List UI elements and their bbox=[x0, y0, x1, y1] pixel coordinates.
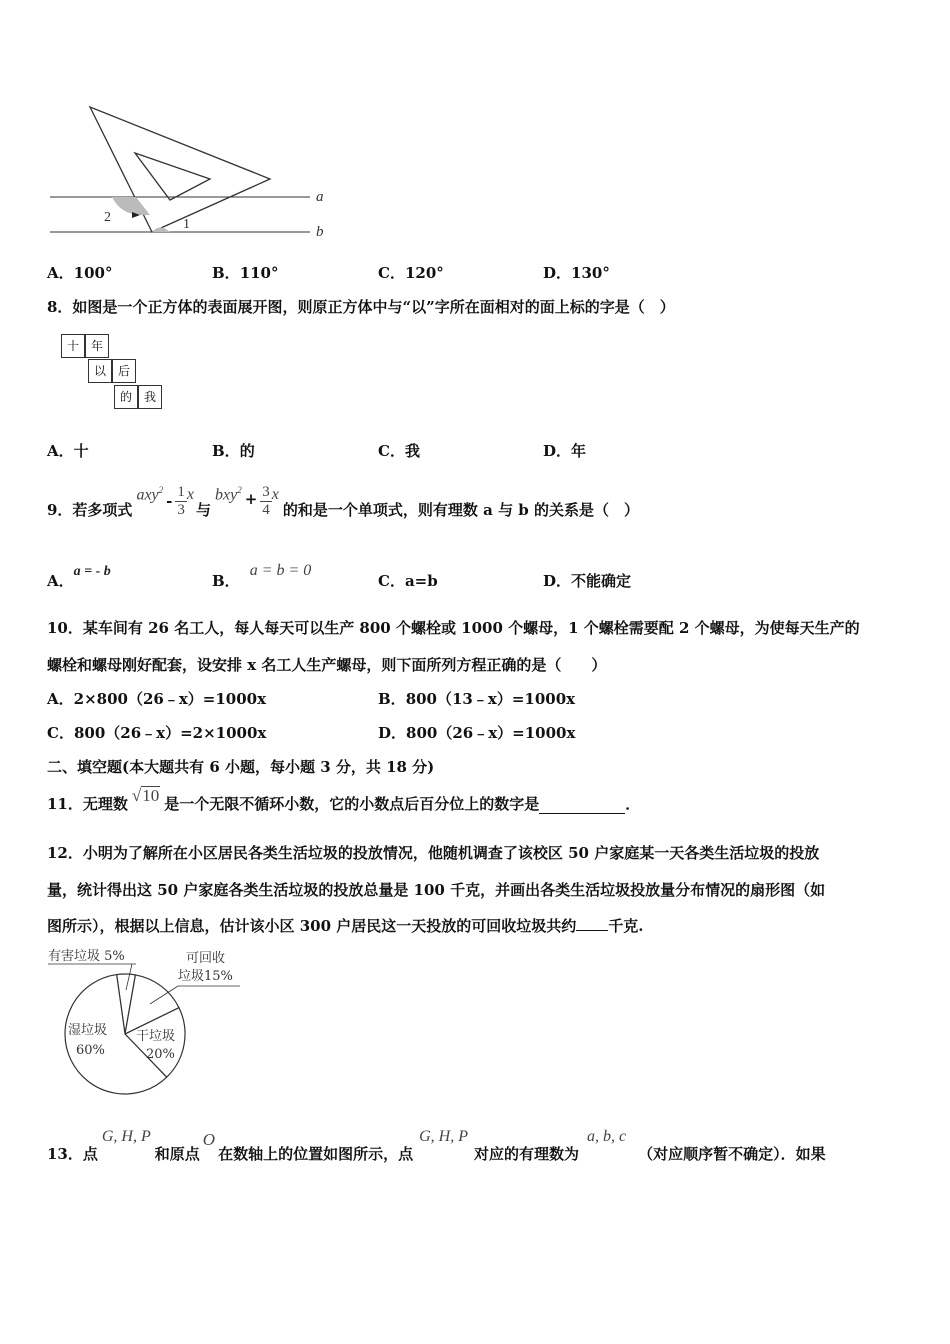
angle-1-mark bbox=[152, 228, 170, 233]
q8-option-c bbox=[378, 440, 420, 461]
option-letter: A． bbox=[47, 264, 74, 282]
triangle-outer bbox=[90, 107, 270, 232]
q9-option-a bbox=[47, 562, 111, 590]
q13-vars: a, b, c bbox=[586, 1128, 627, 1145]
option-text: 2×800（26﹣x）=1000x bbox=[73, 690, 267, 708]
frac1-num: 1 bbox=[177, 483, 185, 500]
pie-label-wet-name: 湿垃圾 bbox=[68, 1023, 108, 1038]
q9-option-b bbox=[212, 562, 312, 590]
q11-prefix: 11．无理数 bbox=[47, 795, 128, 813]
pie-label-hazard: 有害垃圾 5% bbox=[48, 949, 125, 964]
poly2-exp: 2 bbox=[237, 485, 242, 496]
net-cell-3: 以 bbox=[88, 359, 112, 383]
option-text: a=b bbox=[404, 572, 438, 590]
option-letter: A． bbox=[47, 572, 74, 590]
option-text: 110° bbox=[239, 264, 279, 282]
option-text: 年 bbox=[571, 442, 587, 460]
option-text: 100° bbox=[73, 264, 113, 282]
q7-option-b bbox=[212, 262, 279, 283]
net-cell-6: 我 bbox=[138, 385, 162, 409]
pie-label-recycle-name: 可回收 bbox=[186, 951, 226, 966]
poly1-minus: - bbox=[166, 492, 173, 510]
option-letter: C． bbox=[378, 264, 405, 282]
q13-mid2: 在数轴上的位置如图所示，点 bbox=[218, 1145, 414, 1163]
q12-line-3b: 千克. bbox=[608, 917, 644, 935]
q13-mid1: 和原点 bbox=[154, 1145, 200, 1163]
option-text: 130° bbox=[571, 264, 610, 282]
var-x-2: x bbox=[271, 486, 279, 503]
option-text: 800（13﹣x）=1000x bbox=[405, 690, 576, 708]
q10-option-d bbox=[378, 722, 575, 743]
triangle-inner bbox=[135, 153, 210, 200]
frac-2 bbox=[260, 484, 272, 519]
pie-label-wet-value: 60% bbox=[76, 1043, 105, 1058]
label-2: 2 bbox=[104, 210, 111, 225]
sqrt-sign: √ bbox=[131, 786, 142, 805]
var-x-1: x bbox=[186, 486, 194, 503]
q13-suffix: （对应顺序暂不确定）．如果 bbox=[638, 1145, 826, 1163]
option-letter: B． bbox=[378, 690, 406, 708]
pie-label-dry-value: 20% bbox=[146, 1047, 175, 1062]
label-a: a bbox=[316, 189, 324, 205]
q10-line-2: 螺栓和螺母刚好配套，设安排 x 名工人生产螺母，则下面所列方程正确的是（ ） bbox=[47, 656, 607, 674]
label-b: b bbox=[316, 224, 324, 240]
q11-answer-blank[interactable] bbox=[539, 797, 625, 814]
q12-answer-blank[interactable] bbox=[576, 916, 608, 931]
q13-origin: O bbox=[202, 1130, 216, 1149]
frac1-den: 3 bbox=[177, 501, 185, 518]
option-letter: C． bbox=[47, 724, 74, 742]
q12-line-2: 量，统计得出这 50 户家庭各类生活垃圾的投放总量是 100 千克，并画出各类生活垃圾投放量分布情况的扇形图（如 bbox=[47, 881, 826, 899]
q13-question bbox=[47, 1128, 826, 1164]
option-letter: C． bbox=[378, 442, 405, 460]
net-cell-2: 年 bbox=[85, 334, 109, 358]
poly1-exp: 2 bbox=[158, 485, 164, 496]
pie-label-recycle-value: 垃圾15% bbox=[178, 969, 233, 984]
option-text: a = b = 0 bbox=[249, 562, 312, 579]
q8-question: 8．如图是一个正方体的表面展开图，则原正方体中与“以”字所在面相对的面上标的字是（ ） bbox=[47, 298, 675, 316]
sqrt-10 bbox=[132, 786, 160, 806]
q11-question bbox=[47, 784, 640, 814]
option-letter: D． bbox=[378, 724, 407, 742]
net-cell-1: 十 bbox=[61, 334, 85, 358]
poly2-plus: + bbox=[244, 490, 258, 508]
cube-net bbox=[61, 334, 171, 414]
option-letter: A． bbox=[47, 690, 74, 708]
option-text: 不能确定 bbox=[571, 572, 632, 590]
q13-points: G, H, P bbox=[101, 1128, 151, 1145]
q8-option-b bbox=[212, 440, 255, 461]
section-2-heading: 二、填空题(本大题共有 6 小题，每小题 3 分，共 18 分) bbox=[47, 758, 435, 776]
q13-points2: G, H, P bbox=[419, 1128, 468, 1145]
label-1: 1 bbox=[183, 217, 190, 232]
option-text: 120° bbox=[404, 264, 444, 282]
option-text: 800（26﹣x）=2×1000x bbox=[73, 724, 267, 742]
pie-label-dry-name: 干垃圾 bbox=[136, 1029, 176, 1044]
poly2-term bbox=[215, 485, 242, 504]
option-text: 的 bbox=[239, 442, 255, 460]
q7-figure bbox=[40, 95, 340, 245]
q13-mid3: 对应的有理数为 bbox=[473, 1145, 579, 1163]
poly1-base: axy bbox=[136, 486, 159, 504]
q7-option-c bbox=[378, 262, 444, 283]
q13-prefix: 13．点 bbox=[47, 1145, 98, 1163]
option-letter: D． bbox=[543, 442, 572, 460]
q10-option-c bbox=[47, 722, 266, 743]
frac2-den: 4 bbox=[262, 501, 270, 518]
option-text: 800（26﹣x）=1000x bbox=[406, 724, 576, 742]
q12-line-1: 12．小明为了解所在小区居民各类生活垃圾的投放情况，他随机调查了该校区 50 户家庭某一天各类生活垃圾的投放 bbox=[47, 844, 820, 862]
net-cell-5: 的 bbox=[114, 385, 138, 409]
q8-option-a bbox=[47, 440, 89, 461]
q7-option-a bbox=[47, 262, 112, 283]
option-letter: B． bbox=[212, 264, 240, 282]
net-cell-4: 后 bbox=[112, 359, 136, 383]
option-letter: B． bbox=[212, 442, 240, 460]
radicand: 10 bbox=[142, 786, 160, 805]
q12-line-3 bbox=[47, 915, 644, 936]
poly2-base: bxy bbox=[215, 486, 238, 504]
pie-chart bbox=[40, 942, 250, 1102]
q10-option-b bbox=[378, 688, 575, 709]
frac-1 bbox=[175, 484, 187, 519]
q9-suffix: 的和是一个单项式，则有理数 a 与 b 的关系是（ ） bbox=[282, 500, 640, 519]
q10-line-1: 10．某车间有 26 名工人，每人每天可以生产 800 个螺栓或 1000 个螺母，1 个螺栓需要配 2 个螺母，为使每天生产的 bbox=[47, 619, 860, 637]
q8-option-d bbox=[543, 440, 586, 461]
poly1-term bbox=[136, 485, 163, 504]
option-text: a = - b bbox=[73, 564, 111, 579]
option-letter: D． bbox=[543, 572, 572, 590]
angle-2-arc bbox=[112, 197, 150, 215]
q9-and: 与 bbox=[196, 500, 212, 519]
q11-end: ． bbox=[625, 795, 641, 813]
q9-option-c bbox=[378, 570, 438, 591]
q7-option-d bbox=[543, 262, 610, 283]
option-letter: A． bbox=[47, 442, 74, 460]
q11-suffix: 是一个无限不循环小数，它的小数点后百分位上的数字是 bbox=[164, 795, 540, 813]
q12-line-3a: 图所示），根据以上信息，估计该小区 300 户居民这一天投放的可回收垃圾共约 bbox=[47, 917, 577, 935]
option-text: 十 bbox=[73, 442, 89, 460]
option-letter: C． bbox=[378, 572, 405, 590]
q10-option-a bbox=[47, 688, 266, 709]
option-letter: D． bbox=[543, 264, 572, 282]
option-letter: B． bbox=[212, 572, 240, 590]
q9-prefix: 9．若多项式 bbox=[47, 500, 133, 519]
q9-question bbox=[47, 478, 639, 528]
q9-option-d bbox=[543, 570, 631, 591]
option-text: 我 bbox=[404, 442, 420, 460]
frac2-num: 3 bbox=[262, 483, 270, 500]
